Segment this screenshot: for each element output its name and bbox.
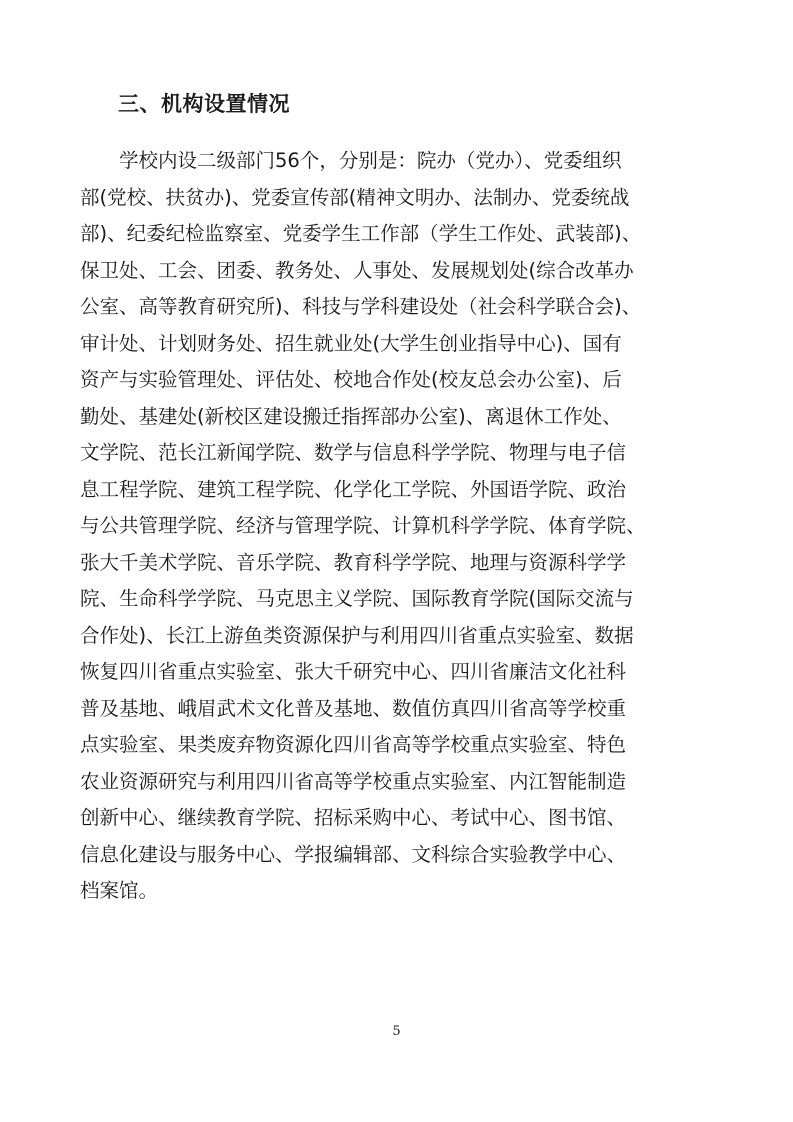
paragraph-line: 学校内设二级部门56个，分别是：院办（党办）、党委组织 <box>119 149 622 172</box>
paragraph-line: 点实验室、果类废弃物资源化四川省高等学校重点实验室、特色 <box>80 733 627 756</box>
paragraph-line: 创新中心、继续教育学院、招标采购中心、考试中心、图书馆、 <box>80 806 627 829</box>
paragraph-line: 公室、高等教育研究所)、科技与学科建设处（社会科学联合会)、 <box>80 295 642 318</box>
paragraph-line: 信息化建设与服务中心、学报编辑部、文科综合实验教学中心、 <box>80 842 627 866</box>
paragraph-line: 与公共管理学院、经济与管理学院、计算机科学学院、体育学院、 <box>80 514 646 537</box>
paragraph-line: 资产与实验管理处、评估处、校地合作处(校友总会办公室)、后 <box>80 368 622 391</box>
paragraph-line: 文学院、范长江新闻学院、数学与信息科学学院、物理与电子信 <box>80 441 627 464</box>
paragraph-line: 部(党校、扶贫办)、党委宣传部(精神文明办、法制办、党委统战 <box>80 185 630 209</box>
paragraph-line: 息工程学院、建筑工程学院、化学化工学院、外国语学院、政治 <box>80 477 627 501</box>
paragraph-line: 保卫处、工会、团委、教务处、人事处、发展规划处(综合改革办 <box>80 258 634 282</box>
paragraph-line: 普及基地、峨眉武术文化普及基地、数值仿真四川省高等学校重 <box>80 696 627 720</box>
paragraph-line: 合作处)、长江上游鱼类资源保护与利用四川省重点实验室、数据 <box>80 623 634 647</box>
paragraph-line: 张大千美术学院、音乐学院、教育科学学院、地理与资源科学学 <box>80 550 627 574</box>
paragraph-line: 院、生命科学学院、马克思主义学院、国际教育学院(国际交流与 <box>80 587 634 610</box>
paragraph-line: 审计处、计划财务处、招生就业处(大学生创业指导中心)、国有 <box>80 331 622 355</box>
paragraph-line: 恢复四川省重点实验室、张大千研究中心、四川省廉洁文化社科 <box>80 660 627 683</box>
paragraph-line: 部)、纪委纪检监察室、党委学生工作部（学生工作处、武装部)、 <box>80 222 642 245</box>
section-heading: 三、机构设置情况 <box>118 92 290 116</box>
page-number: 5 <box>392 1024 401 1039</box>
paragraph-line: 农业资源研究与利用四川省高等学校重点实验室、内江智能制造 <box>80 769 627 793</box>
paragraph-line: 勤处、基建处(新校区建设搬迁指挥部办公室)、离退休工作处、 <box>80 404 622 428</box>
body-paragraph <box>80 143 680 910</box>
paragraph-line: 档案馆。 <box>80 879 159 902</box>
